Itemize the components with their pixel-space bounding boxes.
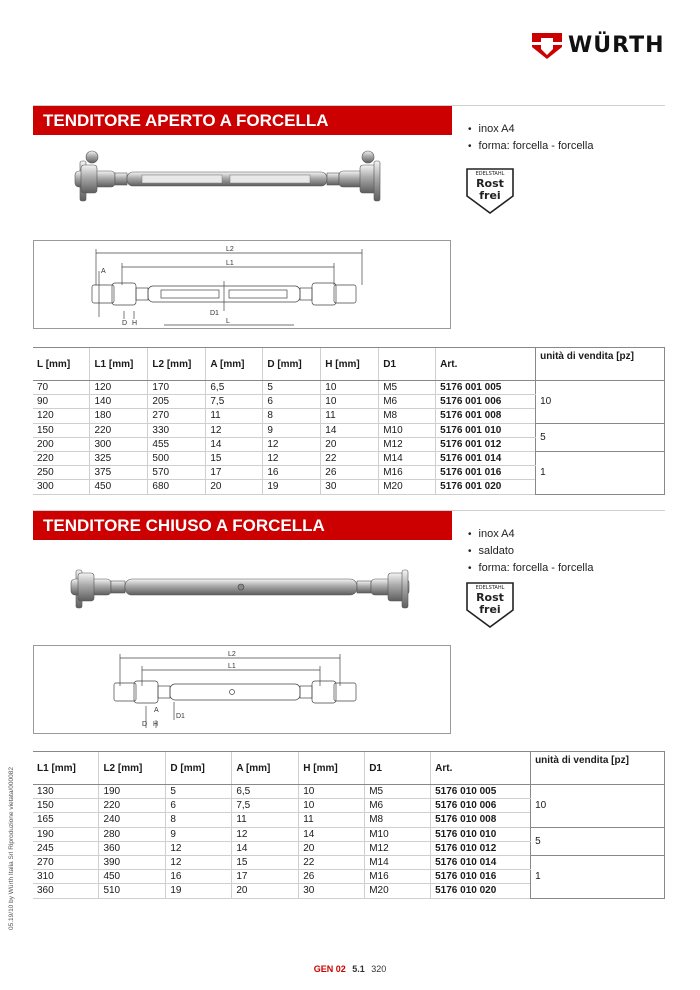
table-cell: 220 <box>90 423 148 437</box>
table-cell: 150 <box>33 423 90 437</box>
table-cell: 17 <box>232 870 299 884</box>
footer-chapter: 5.1 <box>352 964 365 974</box>
table-cell: 15 <box>232 855 299 869</box>
sales-unit: 1 <box>536 451 665 494</box>
table-cell: M8 <box>379 409 436 423</box>
table-cell: M5 <box>379 381 436 395</box>
article-number: 5176 001 010 <box>436 423 536 437</box>
col-header-unit: unità di vendita [pz] <box>531 752 665 785</box>
article-number: 5176 010 006 <box>431 799 531 813</box>
table-cell: 11 <box>206 409 263 423</box>
article-number: 5176 001 020 <box>436 480 536 494</box>
table-cell: 190 <box>33 827 99 841</box>
table-cell: 14 <box>232 841 299 855</box>
table-row <box>33 785 665 799</box>
table-cell: 22 <box>321 451 379 465</box>
table-cell: 19 <box>263 480 321 494</box>
article-number: 5176 010 005 <box>431 785 531 799</box>
spec-table-closed <box>33 751 665 899</box>
table-cell: 220 <box>33 451 90 465</box>
col-header: D1 <box>379 348 436 381</box>
drawing-label-l: L <box>226 318 230 325</box>
drawing-svg <box>34 646 452 735</box>
col-header: A [mm] <box>206 348 263 381</box>
feature-item: • forma: forcella - forcella <box>468 138 593 155</box>
table-cell: 16 <box>263 466 321 480</box>
table-cell: 14 <box>299 827 365 841</box>
page-footer <box>0 964 700 974</box>
table-cell: 170 <box>148 381 206 395</box>
table-cell: 14 <box>206 437 263 451</box>
footer-page-number: 320 <box>371 964 387 974</box>
table-cell: 270 <box>148 409 206 423</box>
drawing-svg <box>34 241 452 330</box>
table-cell: 26 <box>321 466 379 480</box>
drawing-label-a: A <box>101 268 106 275</box>
col-header-unit: unità di vendita [pz] <box>536 348 665 381</box>
table-cell: 510 <box>99 884 166 898</box>
table-cell: M16 <box>379 466 436 480</box>
table-header <box>33 752 665 785</box>
table-cell: 5 <box>166 785 232 799</box>
table-cell: 10 <box>321 395 379 409</box>
table-cell: 20 <box>321 437 379 451</box>
drawing-label-d: D <box>142 721 148 728</box>
table-cell: 16 <box>166 870 232 884</box>
table-row <box>33 423 665 437</box>
table-cell: 12 <box>232 827 299 841</box>
table-cell: 20 <box>232 884 299 898</box>
article-number: 5176 010 012 <box>431 841 531 855</box>
table-cell: 680 <box>148 480 206 494</box>
table-cell: 30 <box>299 884 365 898</box>
feature-item: • inox A4 <box>468 121 593 138</box>
table-cell: M14 <box>365 855 431 869</box>
article-number: 5176 010 014 <box>431 855 531 869</box>
badge-line1: Rost <box>476 177 504 190</box>
table-cell: 330 <box>148 423 206 437</box>
table-cell: 9 <box>166 827 232 841</box>
table-cell: 12 <box>206 423 263 437</box>
table-cell: 390 <box>99 855 166 869</box>
copyright-note: 05.19/10 by Würth Italia Srl Riproduzione vietata/000082 <box>8 767 15 930</box>
table-cell: 9 <box>263 423 321 437</box>
table-cell: M10 <box>365 827 431 841</box>
article-number: 5176 001 012 <box>436 437 536 451</box>
table-cell: 375 <box>90 466 148 480</box>
drawing-label-l2: L2 <box>226 246 234 253</box>
rostfrei-badge <box>466 168 514 214</box>
badge-line2: frei <box>479 603 501 616</box>
table-cell: 30 <box>321 480 379 494</box>
drawing-label-a: A <box>154 707 159 714</box>
article-number: 5176 010 020 <box>431 884 531 898</box>
table-header <box>33 348 665 381</box>
table-cell: M5 <box>365 785 431 799</box>
drawing-label-d: D <box>122 320 128 327</box>
table-cell: 190 <box>99 785 166 799</box>
badge-line2: frei <box>479 189 501 202</box>
feature-list <box>468 526 593 577</box>
table-cell: 280 <box>99 827 166 841</box>
table-cell: 500 <box>148 451 206 465</box>
table-cell: M14 <box>379 451 436 465</box>
table-cell: 10 <box>321 381 379 395</box>
col-header: L2 [mm] <box>99 752 166 785</box>
table-cell: 7,5 <box>206 395 263 409</box>
table-cell: 450 <box>90 480 148 494</box>
table-cell: 300 <box>90 437 148 451</box>
section-title: TENDITORE CHIUSO A FORCELLA <box>33 511 452 540</box>
drawing-label-l1: L1 <box>228 663 236 670</box>
table-cell: 11 <box>321 409 379 423</box>
drawing-label-l2: L2 <box>228 651 236 658</box>
badge-top-text: EDELSTAHL <box>475 171 505 177</box>
table-cell: 12 <box>166 841 232 855</box>
table-cell: 300 <box>33 480 90 494</box>
feature-item: • forma: forcella - forcella <box>468 560 593 577</box>
table-cell: 8 <box>263 409 321 423</box>
table-cell: 17 <box>206 466 263 480</box>
table-cell: 140 <box>90 395 148 409</box>
table-cell: 11 <box>299 813 365 827</box>
sales-unit: 5 <box>531 827 665 855</box>
table-cell: M16 <box>365 870 431 884</box>
table-cell: M10 <box>379 423 436 437</box>
table-cell: M6 <box>379 395 436 409</box>
table-cell: 10 <box>299 799 365 813</box>
badge-top-text: EDELSTAHL <box>475 585 505 591</box>
table-cell: 70 <box>33 381 90 395</box>
badge-line1: Rost <box>476 591 504 604</box>
technical-drawing-open <box>33 240 451 329</box>
col-header: L2 [mm] <box>148 348 206 381</box>
col-header: L1 [mm] <box>90 348 148 381</box>
table-cell: M8 <box>365 813 431 827</box>
table-cell: M12 <box>365 841 431 855</box>
table-cell: 6,5 <box>232 785 299 799</box>
table-cell: 8 <box>166 813 232 827</box>
table-cell: 220 <box>99 799 166 813</box>
col-header: D [mm] <box>263 348 321 381</box>
table-cell: 20 <box>206 480 263 494</box>
col-header: Art. <box>436 348 536 381</box>
table-cell: 120 <box>33 409 90 423</box>
table-cell: 310 <box>33 870 99 884</box>
table-cell: 90 <box>33 395 90 409</box>
table-cell: 360 <box>99 841 166 855</box>
table-cell: 450 <box>99 870 166 884</box>
table-cell: 360 <box>33 884 99 898</box>
table-row <box>33 827 665 841</box>
feature-item: • saldato <box>468 543 593 560</box>
col-header: D [mm] <box>166 752 232 785</box>
table-cell: 570 <box>148 466 206 480</box>
table-cell: 15 <box>206 451 263 465</box>
table-cell: 14 <box>321 423 379 437</box>
table-cell: 5 <box>263 381 321 395</box>
technical-drawing-closed <box>33 645 451 734</box>
col-header: H [mm] <box>321 348 379 381</box>
col-header: D1 <box>365 752 431 785</box>
article-number: 5176 001 006 <box>436 395 536 409</box>
article-number: 5176 001 008 <box>436 409 536 423</box>
table-cell: 130 <box>33 785 99 799</box>
sales-unit: 1 <box>531 855 665 898</box>
spec-table-open <box>33 347 665 495</box>
feature-list <box>468 121 593 155</box>
table-cell: 22 <box>299 855 365 869</box>
table-cell: 200 <box>33 437 90 451</box>
col-header: A [mm] <box>232 752 299 785</box>
drawing-label-d1: D1 <box>210 310 219 317</box>
brand-name: WÜRTH <box>568 33 665 58</box>
article-number: 5176 001 014 <box>436 451 536 465</box>
article-number: 5176 001 005 <box>436 381 536 395</box>
table-cell: 180 <box>90 409 148 423</box>
col-header: H [mm] <box>299 752 365 785</box>
table-row <box>33 451 665 465</box>
table-cell: M20 <box>379 480 436 494</box>
article-number: 5176 010 016 <box>431 870 531 884</box>
section-title: TENDITORE APERTO A FORCELLA <box>33 106 452 135</box>
product-photo-closed-turnbuckle <box>68 558 413 618</box>
article-number: 5176 010 008 <box>431 813 531 827</box>
article-number: 5176 001 016 <box>436 466 536 480</box>
wurth-logo-icon <box>532 33 562 59</box>
wurth-logo <box>532 30 672 62</box>
table-cell: 165 <box>33 813 99 827</box>
table-cell: 10 <box>299 785 365 799</box>
feature-item: • inox A4 <box>468 526 593 543</box>
table-cell: 245 <box>33 841 99 855</box>
table-cell: 26 <box>299 870 365 884</box>
table-cell: 240 <box>99 813 166 827</box>
table-row <box>33 381 665 395</box>
table-cell: 7,5 <box>232 799 299 813</box>
col-header: L [mm] <box>33 348 90 381</box>
table-cell: 205 <box>148 395 206 409</box>
table-cell: 11 <box>232 813 299 827</box>
article-number: 5176 010 010 <box>431 827 531 841</box>
table-row <box>33 855 665 869</box>
table-cell: M12 <box>379 437 436 451</box>
table-cell: 250 <box>33 466 90 480</box>
table-cell: 325 <box>90 451 148 465</box>
table-cell: 12 <box>166 855 232 869</box>
sales-unit: 10 <box>536 381 665 424</box>
table-cell: 455 <box>148 437 206 451</box>
table-cell: 12 <box>263 437 321 451</box>
table-cell: 270 <box>33 855 99 869</box>
table-cell: 6,5 <box>206 381 263 395</box>
rostfrei-badge <box>466 582 514 628</box>
footer-section: GEN 02 <box>313 964 346 974</box>
product-photo-open-turnbuckle <box>70 143 400 215</box>
table-cell: 150 <box>33 799 99 813</box>
drawing-label-l1: L1 <box>226 260 234 267</box>
table-cell: M6 <box>365 799 431 813</box>
col-header: Art. <box>431 752 531 785</box>
table-cell: 12 <box>263 451 321 465</box>
col-header: L1 [mm] <box>33 752 99 785</box>
table-cell: 19 <box>166 884 232 898</box>
table-cell: 6 <box>166 799 232 813</box>
sales-unit: 5 <box>536 423 665 451</box>
table-cell: 20 <box>299 841 365 855</box>
drawing-label-h: H <box>132 320 138 327</box>
table-cell: M20 <box>365 884 431 898</box>
sales-unit: 10 <box>531 785 665 828</box>
drawing-label-h: H <box>153 721 159 728</box>
table-cell: 120 <box>90 381 148 395</box>
drawing-label-d1: D1 <box>176 713 185 720</box>
table-cell: 6 <box>263 395 321 409</box>
